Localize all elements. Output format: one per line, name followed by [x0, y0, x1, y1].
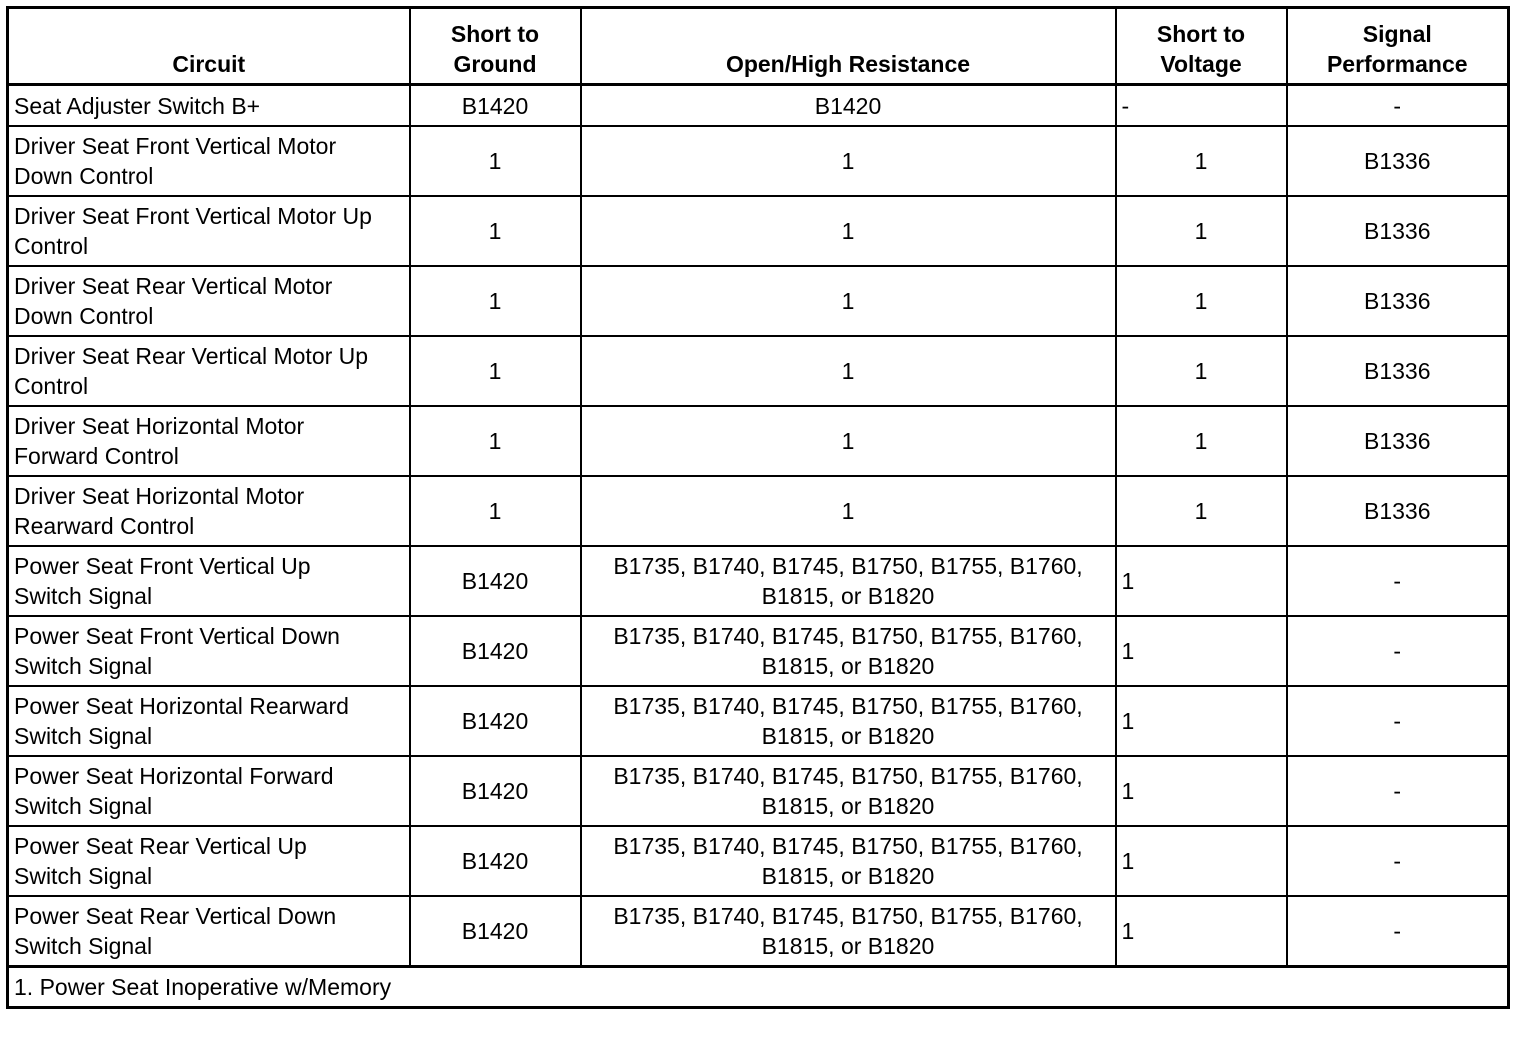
table-row	[8, 196, 1509, 266]
open-high-resistance-line: 1	[841, 358, 855, 384]
cell-circuit	[8, 546, 410, 616]
header-short-to-ground-line2: Ground	[453, 51, 537, 77]
header-circuit	[8, 8, 410, 85]
cell-short-to-voltage: 1	[1116, 896, 1287, 967]
cell-circuit	[8, 336, 410, 406]
cell-signal-performance: -	[1287, 686, 1509, 756]
cell-short-to-ground: B1420	[410, 85, 581, 127]
cell-short-to-voltage: 1	[1116, 686, 1287, 756]
cell-open-high-resistance	[581, 826, 1116, 896]
cell-open-high-resistance	[581, 546, 1116, 616]
circuit-name-line: Driver Seat Horizontal Motor	[14, 413, 305, 439]
cell-open-high-resistance	[581, 406, 1116, 476]
cell-circuit	[8, 196, 410, 266]
cell-circuit	[8, 85, 410, 127]
cell-signal-performance: -	[1287, 616, 1509, 686]
cell-circuit	[8, 266, 410, 336]
table-row	[8, 686, 1509, 756]
cell-open-high-resistance	[581, 196, 1116, 266]
circuit-name-line: Switch Signal	[14, 863, 153, 889]
circuit-name-line: Down Control	[14, 163, 154, 189]
cell-circuit	[8, 406, 410, 476]
cell-short-to-voltage: 1	[1116, 616, 1287, 686]
table-body	[8, 85, 1509, 967]
circuit-name-line: Driver Seat Horizontal Motor	[14, 483, 305, 509]
header-signal-performance	[1287, 8, 1509, 85]
open-high-resistance-line: 1	[841, 428, 855, 454]
table-row	[8, 826, 1509, 896]
open-high-resistance-line: B1815, or B1820	[761, 793, 935, 819]
header-short-to-ground	[410, 8, 581, 85]
circuit-name-line: Driver Seat Rear Vertical Motor	[14, 273, 333, 299]
open-high-resistance-line: B1735, B1740, B1745, B1750, B1755, B1760,	[613, 623, 1083, 649]
cell-short-to-voltage: 1	[1116, 266, 1287, 336]
cell-short-to-ground: B1420	[410, 686, 581, 756]
cell-signal-performance: -	[1287, 546, 1509, 616]
circuit-name-line: Power Seat Rear Vertical Up	[14, 833, 307, 859]
cell-open-high-resistance	[581, 616, 1116, 686]
circuit-name-line: Power Seat Front Vertical Down	[14, 623, 340, 649]
cell-signal-performance: B1336	[1287, 126, 1509, 196]
cell-short-to-ground: B1420	[410, 756, 581, 826]
cell-circuit	[8, 126, 410, 196]
cell-open-high-resistance	[581, 896, 1116, 967]
cell-open-high-resistance	[581, 85, 1116, 127]
circuit-name-line: Power Seat Rear Vertical Down	[14, 903, 337, 929]
table-row	[8, 546, 1509, 616]
cell-circuit	[8, 616, 410, 686]
cell-signal-performance: -	[1287, 85, 1509, 127]
open-high-resistance-line: B1815, or B1820	[761, 723, 935, 749]
cell-short-to-ground: 1	[410, 406, 581, 476]
cell-short-to-voltage: 1	[1116, 336, 1287, 406]
cell-short-to-ground: 1	[410, 336, 581, 406]
circuit-name-line: Control	[14, 373, 89, 399]
open-high-resistance-line: 1	[841, 498, 855, 524]
cell-short-to-ground: B1420	[410, 546, 581, 616]
cell-short-to-ground: B1420	[410, 896, 581, 967]
cell-short-to-ground: 1	[410, 266, 581, 336]
open-high-resistance-line: B1815, or B1820	[761, 863, 935, 889]
table-row	[8, 896, 1509, 967]
cell-signal-performance: B1336	[1287, 196, 1509, 266]
cell-open-high-resistance	[581, 336, 1116, 406]
cell-open-high-resistance	[581, 756, 1116, 826]
open-high-resistance-line: B1735, B1740, B1745, B1750, B1755, B1760,	[613, 903, 1083, 929]
circuit-name-line: Switch Signal	[14, 723, 153, 749]
cell-signal-performance: B1336	[1287, 266, 1509, 336]
open-high-resistance-line: B1815, or B1820	[761, 583, 935, 609]
circuit-name-line: Power Seat Front Vertical Up	[14, 553, 311, 579]
circuit-name-line: Rearward Control	[14, 513, 195, 539]
table-row	[8, 266, 1509, 336]
open-high-resistance-line: 1	[841, 148, 855, 174]
header-open-high-resistance-label: Open/High Resistance	[725, 51, 971, 77]
circuit-name-line: Forward Control	[14, 443, 179, 469]
cell-open-high-resistance	[581, 266, 1116, 336]
circuit-name-line: Switch Signal	[14, 653, 153, 679]
cell-signal-performance: -	[1287, 826, 1509, 896]
cell-short-to-ground: 1	[410, 476, 581, 546]
open-high-resistance-line: B1735, B1740, B1745, B1750, B1755, B1760,	[613, 553, 1083, 579]
table-row	[8, 616, 1509, 686]
cell-signal-performance: -	[1287, 756, 1509, 826]
footnote-row	[8, 967, 1509, 1008]
circuit-name-line: Power Seat Horizontal Rearward	[14, 693, 349, 719]
cell-signal-performance: B1336	[1287, 406, 1509, 476]
header-circuit-label: Circuit	[172, 51, 246, 77]
open-high-resistance-line: B1815, or B1820	[761, 653, 935, 679]
cell-circuit	[8, 686, 410, 756]
diagnostic-table	[6, 6, 1510, 1009]
circuit-name-line: Switch Signal	[14, 933, 153, 959]
header-row	[8, 8, 1509, 85]
cell-short-to-voltage: 1	[1116, 196, 1287, 266]
table-row	[8, 85, 1509, 127]
header-open-high-resistance	[581, 8, 1116, 85]
open-high-resistance-line: B1735, B1740, B1745, B1750, B1755, B1760,	[613, 833, 1083, 859]
header-short-to-ground-line1: Short to	[450, 21, 540, 47]
table-row	[8, 126, 1509, 196]
circuit-name-line: Switch Signal	[14, 583, 153, 609]
cell-circuit	[8, 756, 410, 826]
cell-short-to-voltage: 1	[1116, 756, 1287, 826]
cell-short-to-voltage: 1	[1116, 126, 1287, 196]
circuit-name-line: Down Control	[14, 303, 154, 329]
table-row	[8, 756, 1509, 826]
open-high-resistance-line: B1815, or B1820	[761, 933, 935, 959]
cell-short-to-voltage: 1	[1116, 826, 1287, 896]
cell-short-to-ground: B1420	[410, 616, 581, 686]
cell-signal-performance: B1336	[1287, 476, 1509, 546]
table-row	[8, 406, 1509, 476]
cell-circuit	[8, 896, 410, 967]
cell-short-to-ground: 1	[410, 196, 581, 266]
cell-short-to-ground: B1420	[410, 826, 581, 896]
footnote: 1. Power Seat Inoperative w/Memory	[8, 967, 1509, 1008]
circuit-name-line: Control	[14, 233, 89, 259]
circuit-name-line: Driver Seat Rear Vertical Motor Up	[14, 343, 369, 369]
cell-open-high-resistance	[581, 686, 1116, 756]
cell-short-to-voltage: 1	[1116, 546, 1287, 616]
circuit-name-line: Power Seat Horizontal Forward	[14, 763, 334, 789]
header-short-to-voltage-line1: Short to	[1156, 21, 1246, 47]
cell-circuit	[8, 826, 410, 896]
header-signal-performance-line2: Performance	[1326, 51, 1468, 77]
cell-circuit	[8, 476, 410, 546]
open-high-resistance-line: 1	[841, 218, 855, 244]
cell-signal-performance: -	[1287, 896, 1509, 967]
cell-short-to-voltage: 1	[1116, 406, 1287, 476]
circuit-name-line: Driver Seat Front Vertical Motor	[14, 133, 337, 159]
circuit-name-line: Switch Signal	[14, 793, 153, 819]
open-high-resistance-line: B1735, B1740, B1745, B1750, B1755, B1760,	[613, 693, 1083, 719]
table-row	[8, 336, 1509, 406]
cell-short-to-ground: 1	[410, 126, 581, 196]
header-short-to-voltage-line2: Voltage	[1160, 51, 1242, 77]
cell-signal-performance: B1336	[1287, 336, 1509, 406]
open-high-resistance-line: B1735, B1740, B1745, B1750, B1755, B1760,	[613, 763, 1083, 789]
open-high-resistance-line: 1	[841, 288, 855, 314]
circuit-name-line: Driver Seat Front Vertical Motor Up	[14, 203, 372, 229]
header-signal-performance-line1: Signal	[1362, 21, 1432, 47]
cell-short-to-voltage: 1	[1116, 476, 1287, 546]
header-short-to-voltage	[1116, 8, 1287, 85]
cell-open-high-resistance	[581, 476, 1116, 546]
circuit-name-line: Seat Adjuster Switch B+	[14, 92, 261, 119]
open-high-resistance-line: B1420	[814, 92, 882, 119]
table-row	[8, 476, 1509, 546]
cell-short-to-voltage: -	[1116, 85, 1287, 127]
cell-open-high-resistance	[581, 126, 1116, 196]
